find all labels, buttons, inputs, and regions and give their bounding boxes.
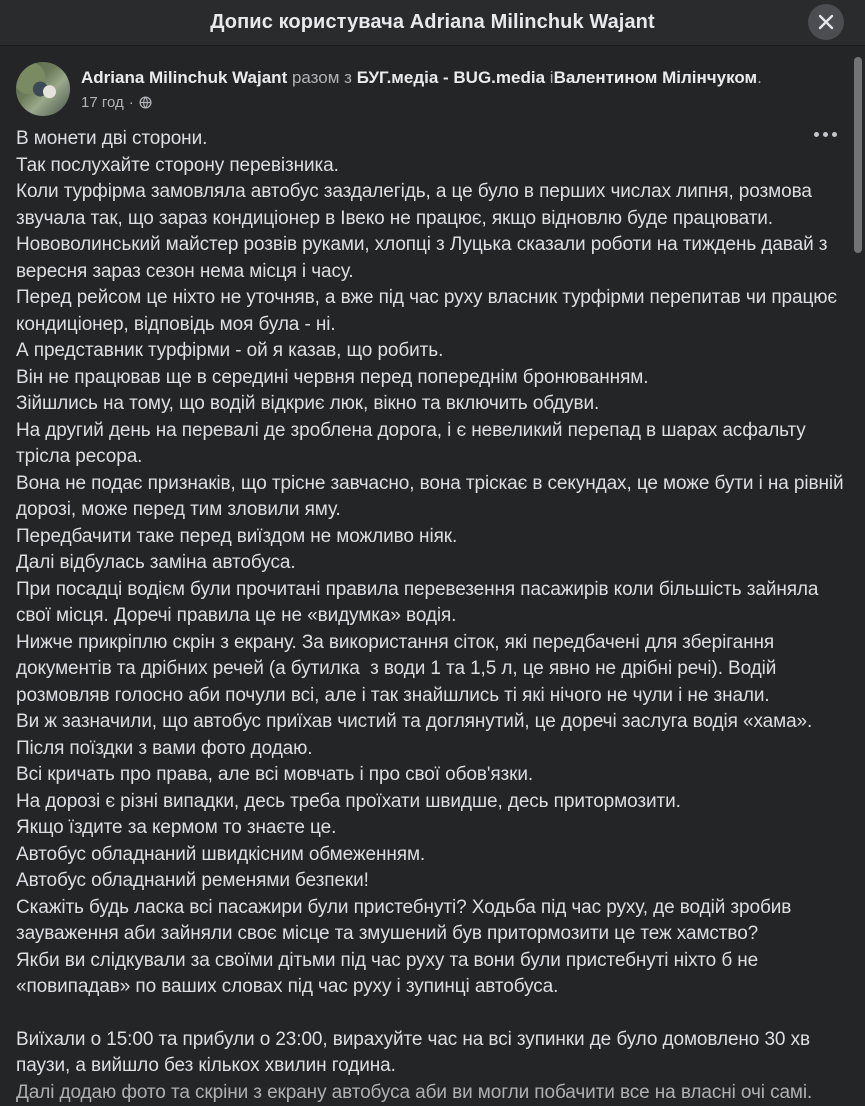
post-timestamp[interactable]: 17 год [81,94,124,111]
dot-icon [814,132,819,137]
post-paragraph: А представник турфірми - ой я казав, що робить. [16,340,444,361]
post-paragraph: Коли турфірма замовляла автобус заздалегідь, а це було в перших числах липня, розмова звучала так, що зараз кондиціонер в Івеко не працює, якщо відновлю буде працювати. [16,181,818,229]
post-paragraph: Скажіть будь ласка всі пасажири були пристебнуті? Ходьба під час руху, де водій зробив зауваження аби зайняли своє місце та змушений був притормозити це теж хамство? [16,896,797,944]
dot-icon [823,132,828,137]
post-paragraph: Автобус обладнаний ременями безпеки! [16,870,369,891]
post-header [0,46,865,120]
close-button[interactable] [808,4,844,40]
post-paragraph: Передбачити таке перед виїздом не можливо ніяк. [16,525,458,547]
post-paragraph: Всі кричать про права, але всі мовчать і про свої обов'язки. [16,764,534,785]
post-body [0,120,865,1103]
with-text: разом з [291,68,352,87]
post-paragraph: Зійшлись на тому, що водій відкриє люк, вікно та включить обдуви. [16,393,600,414]
post-paragraph: Нововолинський майстер розвів руками, хлопці з Луцька сказали роботи на тиждень давай з вересня зараз сезон нема місця і часу. [16,234,833,282]
post-paragraph: Якщо їздите за кермом то знаєте це. [16,817,337,838]
tagged-person-link[interactable]: Валентином Мілінчуком [553,68,758,87]
author-name-link[interactable]: Adriana Milinchuk Wajant [81,68,288,87]
post-paragraph: Якби ви слідкували за своїми дітьми під час руху та вони були пристебнуті ніхто б не «повипадав» по ваших словах під час руху і зупинці автобуса. [16,949,764,997]
post-header-texts [81,62,762,116]
meta-line [81,94,762,111]
close-icon [818,14,834,30]
post-paragraph: В монети дві сторони. [16,128,208,149]
post-options-button[interactable] [809,120,841,148]
post-paragraph: Він не працював ще в середині червня перед попереднім бронюванням. [16,366,649,388]
post-paragraph: Нижче прикріплю скрін з екрану. За використання сіток, які передбачені для зберігання документів та дрібних речей (а бутилка з води 1 та 1,5 л, це явно не дрібні речі). Водій розмовляв голосно аби почули всі, але і так знайшлись ті які нічого не чули і не знали. [16,631,782,706]
post-paragraph: Виїхали о 15:00 та прибули о 23:00, вирахуйте час на всі зупинки де було домовлено 30 хв паузи, а вийшло без кількох хвилин година. [16,1028,816,1076]
post-paragraph: На дорозі є різні випадки, десь треба проїхати швидше, десь притормозити. [16,790,681,812]
dot-icon [832,132,837,137]
post-paragraph: Перед рейсом це ніхто не уточняв, а вже під час руху власник турфірми перепитав чи працює кондиціонер, відповідь моя була - ні. [16,287,843,335]
meta-separator: · [128,94,134,111]
dialog-title: Допис користувача Adriana Milinchuk Wajant [210,11,655,33]
post-paragraph: Так послухайте сторону перевізника. [16,154,339,176]
scrollbar-thumb[interactable] [854,57,862,253]
post-paragraph: Автобус обладнаний швидкісним обмеженням. [16,843,426,865]
post-paragraph: На другий день на перевалі де зроблена дорога, і є невеликий перепад в шарах асфальту трісла ресора. [16,419,811,467]
post-paragraph: При посадці водієм були прочитані правила перевезення пасажирів коли більшість зайняла свої місця. Доречі правила це не «видумка» водія. [16,578,824,626]
author-line [81,67,762,89]
avatar[interactable] [16,62,70,116]
globe-privacy-icon [139,96,152,109]
post-paragraph: Вона не подає признаків, що трісне завчасно, вона тріскає в секундах, це може бути і на рівній дорозі, може перед тим зловили яму. [16,472,849,520]
period-text: . [757,68,762,87]
tagged-page-link[interactable]: БУГ.медіа - BUG.media [356,68,546,87]
post-paragraph: Далі відбулась заміна автобуса. [16,552,296,573]
post-paragraph: Ви ж зазначили, що автобус приїхав чистий та доглянутий, це доречі заслуга водія «хама». [16,711,813,732]
post-paragraph: Після поїздки з вами фото додаю. [16,737,313,759]
post-paragraph-clipped: Далі додаю фото та скріни з екрану автобуса аби ви могли побачити все на власні очі самі. [16,1081,813,1103]
dialog-header [0,0,865,46]
and-text: і [549,68,554,87]
post-paragraph [16,1001,845,1027]
